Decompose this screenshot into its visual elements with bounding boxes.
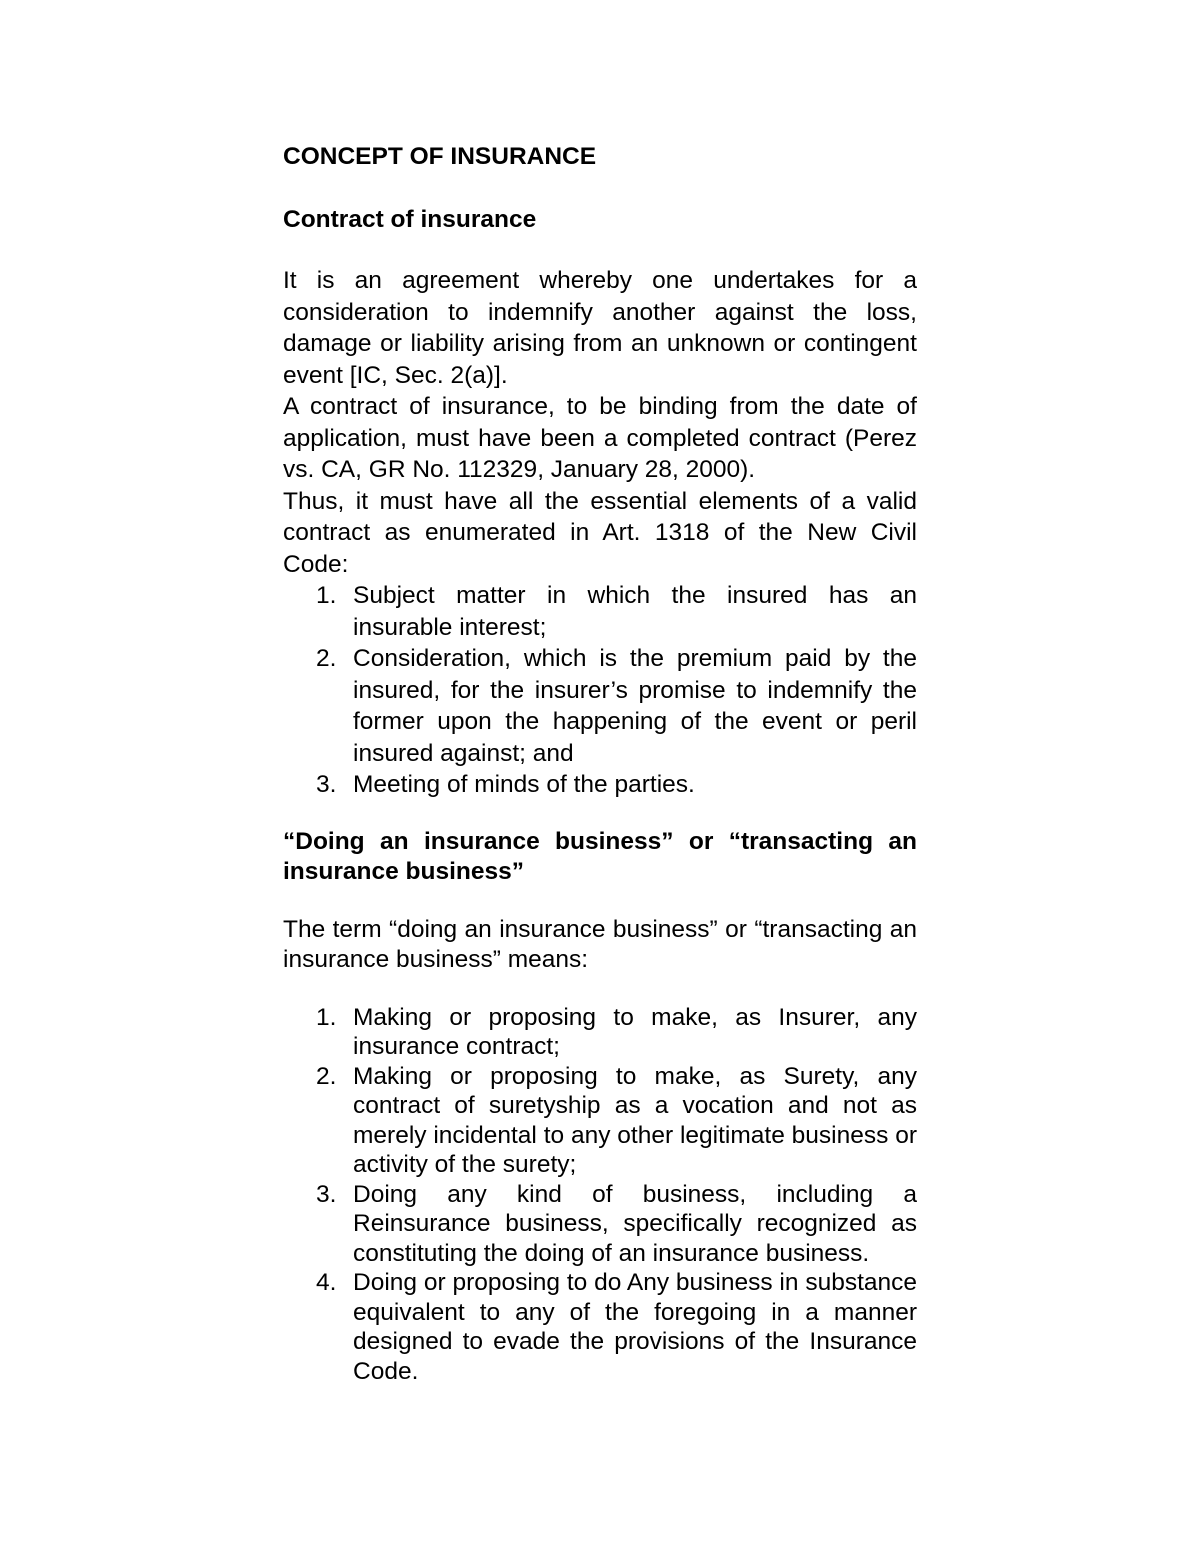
list-item-number: 2. (316, 645, 337, 672)
list-item (283, 580, 917, 643)
list-item-text: Meeting of minds of the parties. (353, 771, 695, 798)
list-item (283, 1062, 917, 1180)
list-item-text: Doing or proposing to do Any business in substance equivalent to any of the foregoing in a manner designed to evade the provisions of the Insurance Code. (353, 1269, 917, 1385)
paragraph-term-means: The term “doing an insurance business” or “transacting an insurance business” means: (283, 915, 917, 973)
document-title: CONCEPT OF INSURANCE (283, 143, 597, 170)
list-item-text: Making or proposing to make, as Insurer, any insurance contract; (353, 1003, 917, 1060)
list-item-text: Doing any kind of business, including a Reinsurance business, specifically recognized as constituting the doing of an insurance business. (353, 1180, 917, 1267)
list-item-text: Making or proposing to make, as Surety, any contract of suretyship as a vocation and not as merely incidental to any other legitimate business or activity of the surety; (353, 1062, 917, 1178)
list-item (283, 1268, 917, 1386)
insurance-business-list (283, 1003, 917, 1387)
paragraph-binding-contract: A contract of insurance, to be binding from the date of application, must have been a completed contract (Perez vs. CA, GR No. 112329, January 28, 2000). (283, 393, 917, 483)
list-item-number: 2. (316, 1062, 337, 1090)
list-item (283, 1180, 917, 1269)
list-item (283, 643, 917, 769)
paragraph-definition: It is an agreement whereby one undertakes for a consideration to indemnify another against the loss, damage or liability arising from an unknown or contingent event [IC, Sec. 2(a)]. (283, 267, 917, 389)
document-page (283, 138, 917, 1386)
list-item-number: 4. (316, 1269, 337, 1296)
list-item (283, 1003, 917, 1062)
list-item-number: 1. (316, 582, 337, 609)
list-item-text: Subject matter in which the insured has an insurable interest; (353, 582, 917, 641)
list-item-number: 1. (316, 1003, 337, 1031)
list-item-text: Consideration, which is the premium paid by the insured, for the insurer’s promise to indemnify the former upon the happening of the event or peril insured against; and (353, 645, 917, 767)
section-heading-contract-of-insurance: Contract of insurance (283, 206, 537, 233)
paragraph-essential-elements: Thus, it must have all the essential elements of a valid contract as enumerated in Art. 1318 of the New Civil Code: (283, 487, 917, 578)
essential-elements-list (283, 580, 917, 801)
list-item-number: 3. (316, 1180, 337, 1208)
list-item (283, 769, 917, 801)
list-item-number: 3. (316, 771, 337, 798)
section-heading-doing-insurance-business: “Doing an insurance business” or “transacting an insurance business” (283, 827, 917, 885)
